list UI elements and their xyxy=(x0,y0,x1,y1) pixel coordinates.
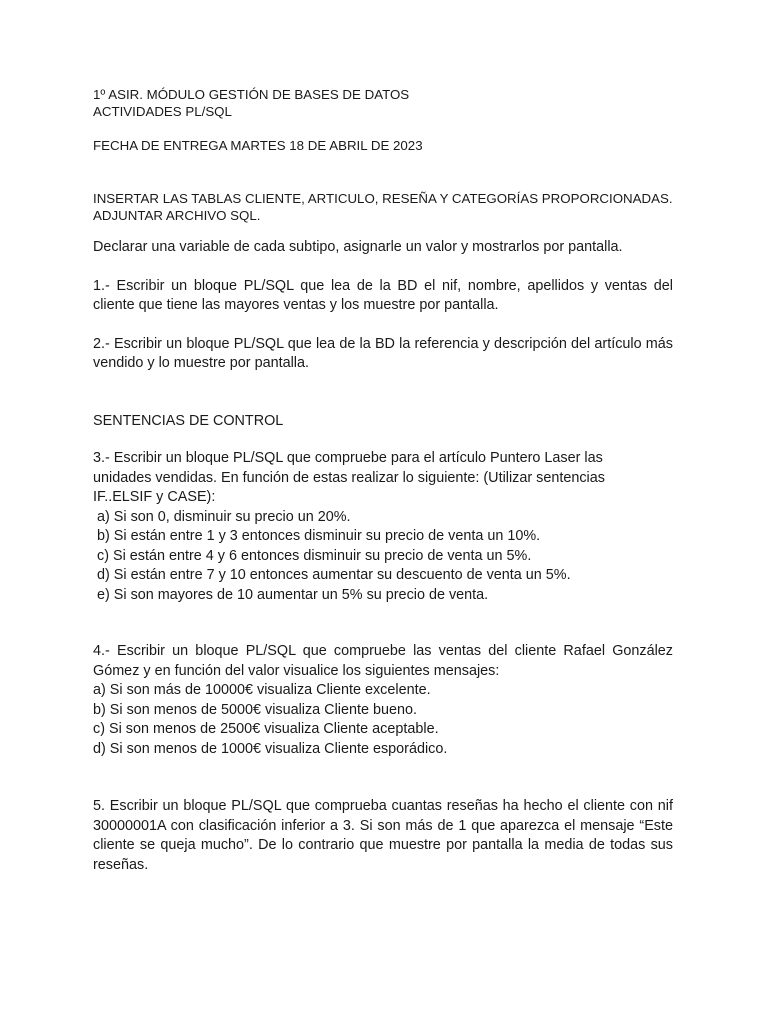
list-item: e) Si son mayores de 10 aumentar un 5% su precio de venta. xyxy=(93,586,489,603)
exercise-3-options xyxy=(93,508,673,606)
list-item: c) Si son menos de 2500€ visualiza Cliente aceptable. xyxy=(93,721,439,737)
exercise-3-line: IF..ELSIF y CASE): xyxy=(93,489,216,505)
activity-title: ACTIVIDADES PL/SQL xyxy=(93,104,232,119)
exercise-4 xyxy=(93,642,673,759)
exercise-5: 5. Escribir un bloque PL/SQL que comprueba cuantas reseñas ha hecho el cliente con nif 30000001A con clasificación inferior a 3. Si son más de 1 que aparezca el mensaje “Este cliente se queja mucho”. De lo contrario que muestre por pantalla la media de todas sus reseñas. xyxy=(93,798,673,873)
list-item: a) Si son más de 10000€ visualiza Cliente excelente. xyxy=(93,682,431,698)
attach-instruction: ADJUNTAR ARCHIVO SQL. xyxy=(93,208,261,223)
intro-paragraph: Declarar una variable de cada subtipo, asignarle un valor y mostrarlos por pantalla. xyxy=(93,239,623,255)
exercise-1: 1.- Escribir un bloque PL/SQL que lea de la BD el nif, nombre, apellidos y ventas del cliente que tiene las mayores ventas y los muestre por pantalla. xyxy=(93,277,673,313)
list-item: b) Si son menos de 5000€ visualiza Cliente bueno. xyxy=(93,701,417,718)
section-heading-control: SENTENCIAS DE CONTROL xyxy=(93,412,284,429)
due-date: FECHA DE ENTREGA MARTES 18 DE ABRIL DE 2023 xyxy=(93,138,423,153)
list-item: c) Si están entre 4 y 6 entonces disminuir su precio de venta un 5%. xyxy=(93,547,532,564)
exercise-4-options xyxy=(93,681,673,759)
list-item: b) Si están entre 1 y 3 entonces disminuir su precio de venta un 10%. xyxy=(93,528,541,544)
document-page xyxy=(93,86,673,875)
exercise-3-line: 3.- Escribir un bloque PL/SQL que compruebe para el artículo Puntero Laser las xyxy=(93,450,603,466)
exercise-3-line: unidades vendidas. En función de estas realizar lo siguiente: (Utilizar sentencias xyxy=(93,469,605,486)
list-item: d) Si son menos de 1000€ visualiza Cliente esporádico. xyxy=(93,740,448,757)
exercise-2: 2.- Escribir un bloque PL/SQL que lea de la BD la referencia y descripción del artículo más vendido y lo muestre por pantalla. xyxy=(93,335,673,371)
list-item: d) Si están entre 7 y 10 entonces aumentar su descuento de venta un 5%. xyxy=(93,567,571,583)
list-item: a) Si son 0, disminuir su precio un 20%. xyxy=(93,508,351,525)
exercise-4-text: 4.- Escribir un bloque PL/SQL que compruebe las ventas del cliente Rafael González Gómez y en función del valor visualice los siguientes mensajes: xyxy=(93,643,673,679)
insert-instruction: INSERTAR LAS TABLAS CLIENTE, ARTICULO, RESEÑA Y CATEGORÍAS PROPORCIONADAS. xyxy=(93,191,673,206)
course-title: 1º ASIR. MÓDULO GESTIÓN DE BASES DE DATOS xyxy=(93,87,410,102)
exercise-3 xyxy=(93,449,673,605)
